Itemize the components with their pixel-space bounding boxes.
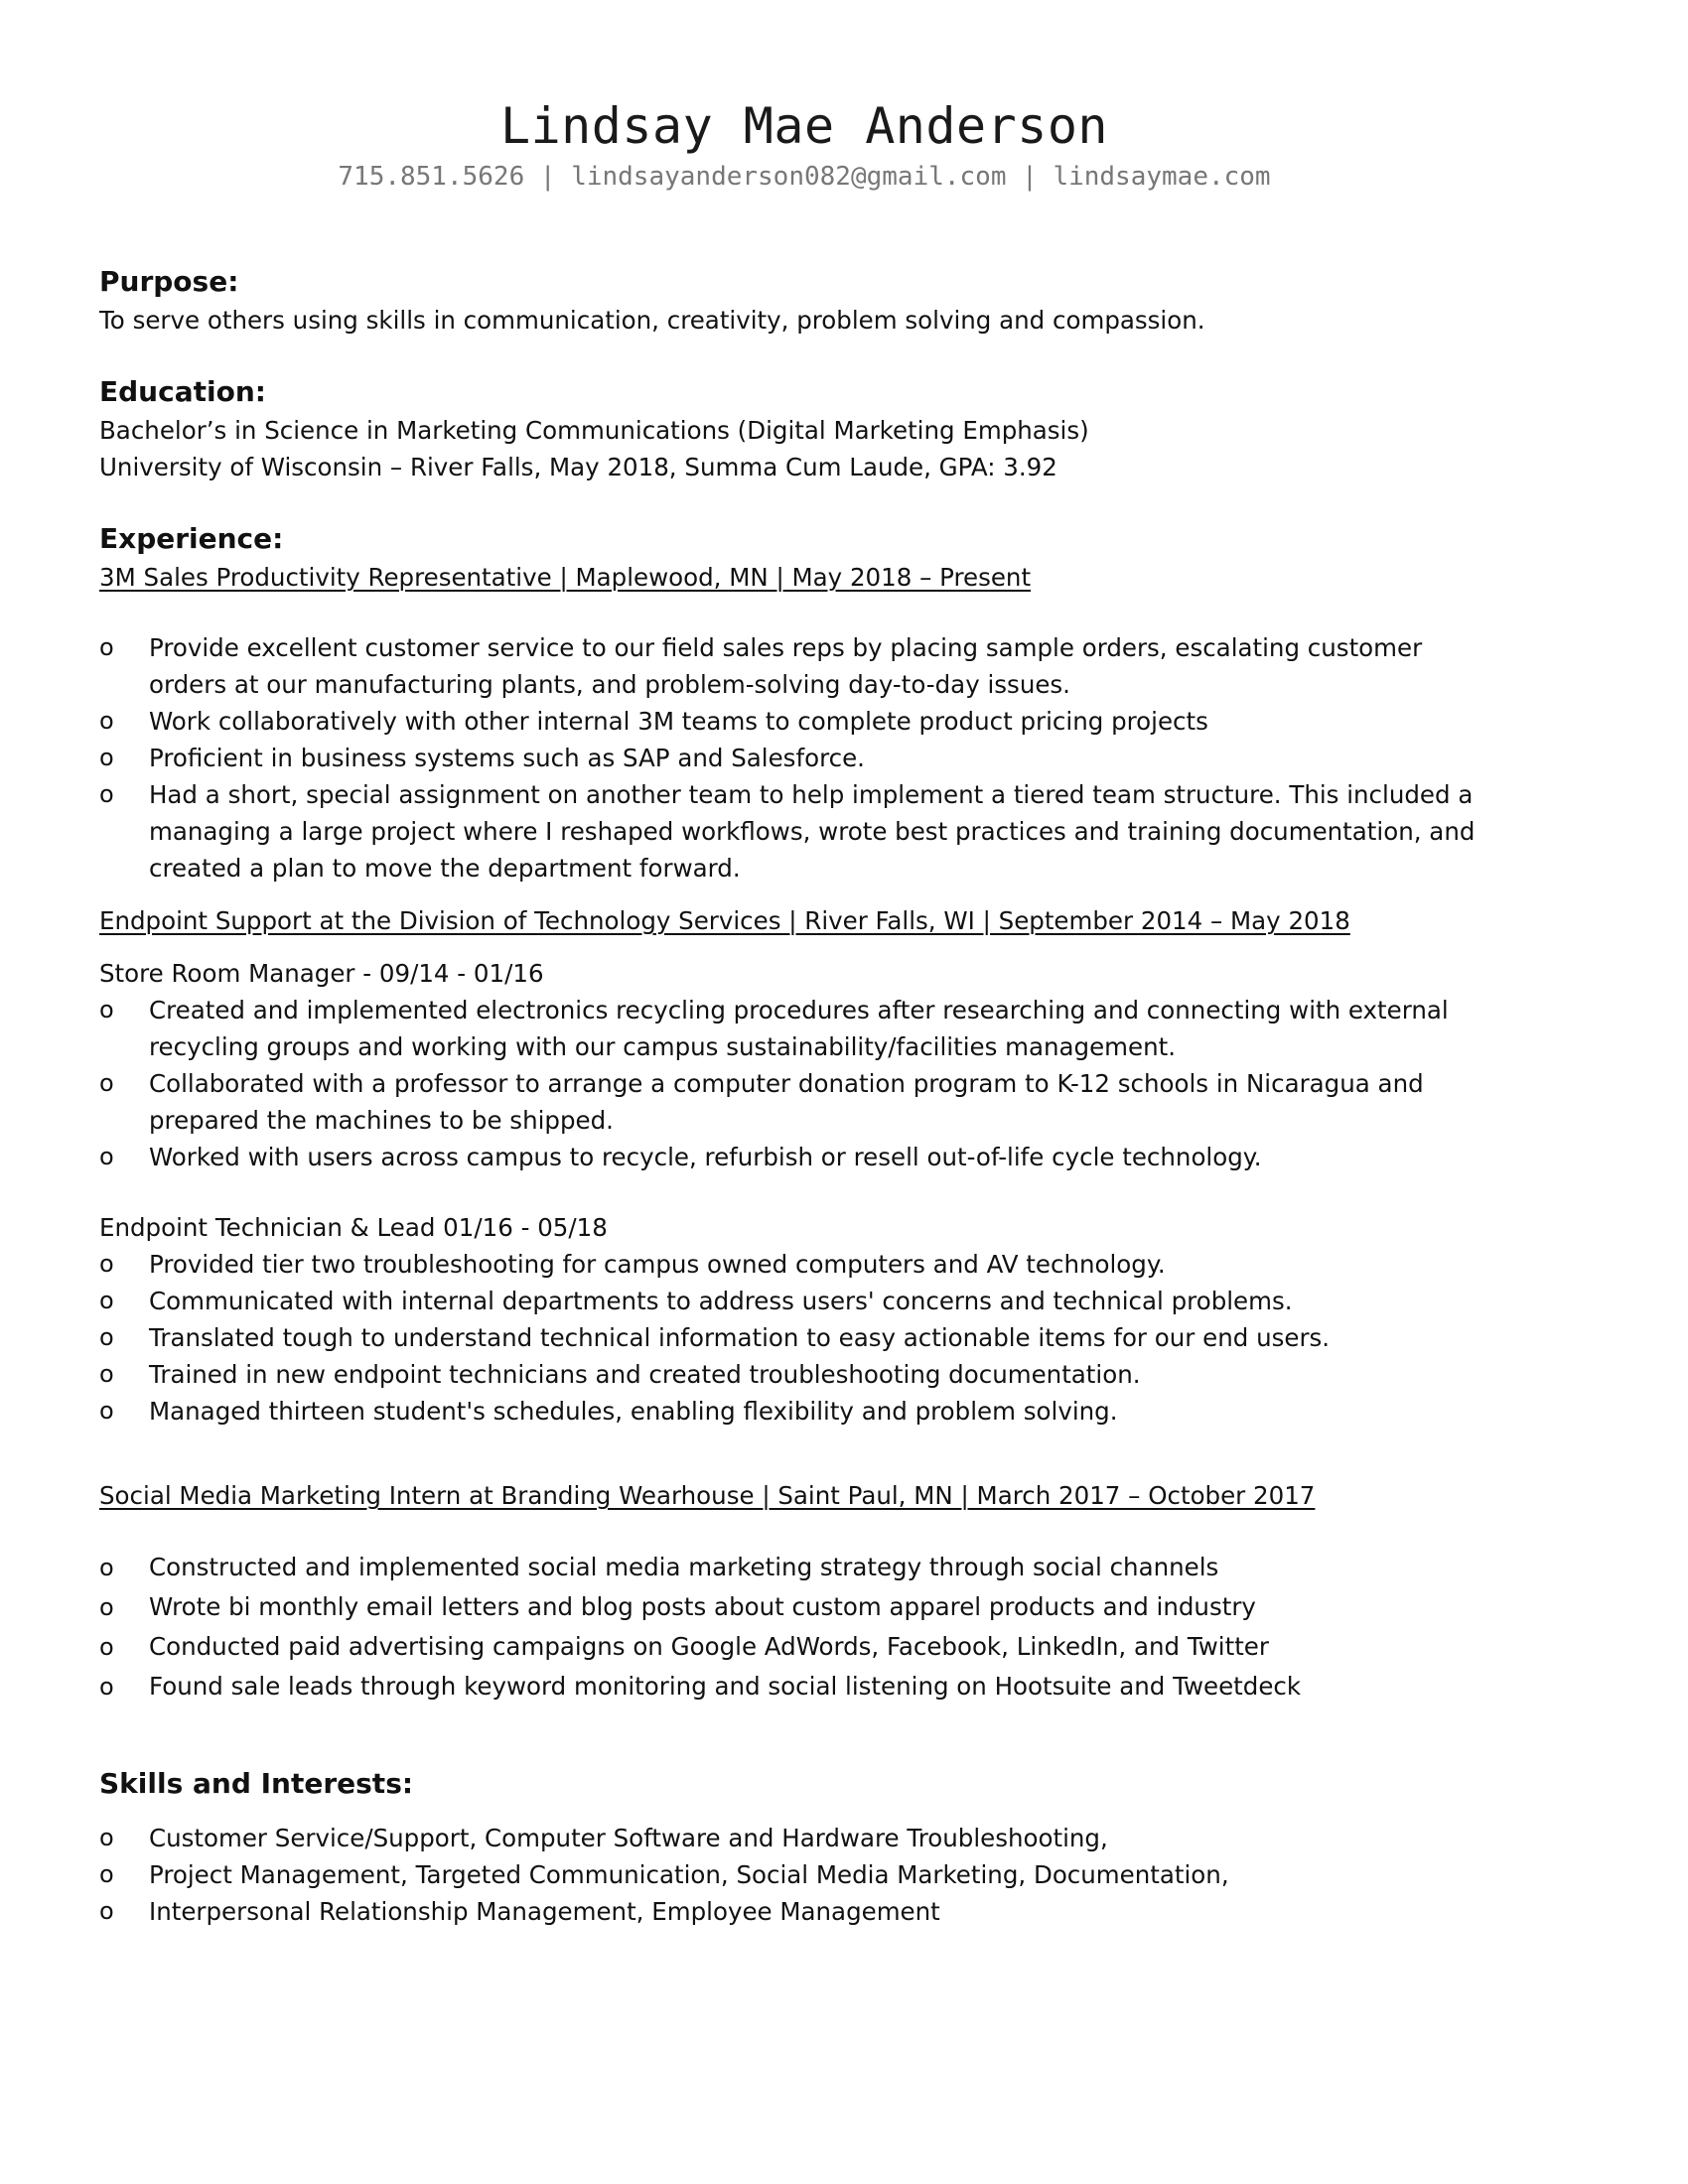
list-item (99, 1627, 1549, 1667)
bullet-text: Constructed and implemented social media marketing strategy through social channels (149, 1553, 1219, 1581)
list-item (99, 776, 1549, 887)
job-social-media-bullets (99, 1548, 1549, 1706)
bullet-text: Trained in new endpoint technicians and created troubleshooting documentation. (149, 1360, 1141, 1389)
bullet-icon: o (99, 1069, 114, 1097)
job-title-3m: 3M Sales Productivity Representative | Maplewood, MN | May 2018 – Present (99, 563, 1032, 592)
bullet-icon: o (99, 1673, 114, 1701)
list-item (99, 1856, 1549, 1893)
experience-heading: Experience: (99, 522, 284, 555)
bullet-text: Found sale leads through keyword monitoring and social listening on Hootsuite and Tweetdeck (149, 1672, 1302, 1701)
bullet-icon: o (99, 780, 114, 808)
contact-line: 715.851.5626 | lindsayanderson082@gmail.com | lindsaymae.com (338, 162, 1271, 192)
bullet-text: recycling groups and working with our campus sustainability/facilities management. (149, 1032, 1177, 1061)
list-item (99, 1820, 1549, 1856)
education-school: University of Wisconsin – River Falls, May 2018, Summa Cum Laude, GPA: 3.92 (99, 453, 1057, 481)
resume-name: Lindsay Mae Anderson (499, 97, 1109, 155)
skills-heading: Skills and Interests: (99, 1767, 414, 1800)
bullet-text: Communicated with internal departments to address users' concerns and technical problems. (149, 1287, 1293, 1315)
bullet-icon: o (99, 1143, 114, 1170)
bullet-icon: o (99, 1860, 114, 1888)
bullet-icon: o (99, 1633, 114, 1661)
list-item (99, 992, 1549, 1065)
role-endpoint-technician-bullets (99, 1246, 1549, 1430)
list-item (99, 703, 1549, 740)
bullet-text: orders at our manufacturing plants, and problem-solving day-to-day issues. (149, 670, 1070, 699)
list-item (99, 1893, 1549, 1930)
bullet-text: Provided tier two troubleshooting for campus owned computers and AV technology. (149, 1250, 1166, 1279)
bullet-text: managing a large project where I reshaped workflows, wrote best practices and training documentation, and (149, 817, 1476, 846)
bullet-icon: o (99, 1554, 114, 1581)
list-item (99, 740, 1549, 776)
bullet-text: prepared the machines to be shipped. (149, 1106, 614, 1135)
education-heading: Education: (99, 375, 266, 408)
bullet-text: Proficient in business systems such as SAP and Salesforce. (149, 744, 865, 772)
bullet-text: Customer Service/Support, Computer Software and Hardware Troubleshooting, (149, 1824, 1108, 1852)
bullet-text: Work collaboratively with other internal 3M teams to complete product pricing projects (149, 707, 1208, 736)
list-item (99, 1356, 1549, 1393)
bullet-text: Interpersonal Relationship Management, Employee Management (149, 1897, 940, 1926)
bullet-icon: o (99, 1250, 114, 1278)
list-item (99, 629, 1549, 703)
purpose-heading: Purpose: (99, 265, 239, 298)
list-item (99, 1065, 1549, 1139)
bullet-text: Provide excellent customer service to our field sales reps by placing sample orders, escalating customer (149, 633, 1423, 662)
bullet-text: Created and implemented electronics recycling procedures after researching and connecting with external (149, 996, 1449, 1024)
bullet-icon: o (99, 1593, 114, 1621)
bullet-icon: o (99, 1824, 114, 1851)
bullet-text: Wrote bi monthly email letters and blog posts about custom apparel products and industry (149, 1592, 1256, 1621)
bullet-text: Project Management, Targeted Communication, Social Media Marketing, Documentation, (149, 1860, 1229, 1889)
list-item (99, 1587, 1549, 1627)
bullet-text: Conducted paid advertising campaigns on Google AdWords, Facebook, LinkedIn, and Twitter (149, 1632, 1269, 1661)
list-item (99, 1548, 1549, 1587)
bullet-icon: o (99, 1397, 114, 1425)
job-title-social-media-intern: Social Media Marketing Intern at Branding Wearhouse | Saint Paul, MN | March 2017 – October 2017 (99, 1481, 1316, 1510)
bullet-icon: o (99, 744, 114, 771)
education-degree: Bachelor’s in Science in Marketing Communications (Digital Marketing Emphasis) (99, 416, 1089, 445)
role-store-room-bullets (99, 992, 1549, 1175)
bullet-icon: o (99, 1897, 114, 1925)
list-item (99, 1246, 1549, 1283)
job-3m-bullets (99, 629, 1549, 887)
bullet-icon: o (99, 1323, 114, 1351)
bullet-icon: o (99, 996, 114, 1024)
bullet-icon: o (99, 1360, 114, 1388)
list-item (99, 1319, 1549, 1356)
list-item (99, 1667, 1549, 1706)
bullet-text: Had a short, special assignment on another team to help implement a tiered team structure. This included a (149, 780, 1474, 809)
bullet-text: Collaborated with a professor to arrange a computer donation program to K-12 schools in Nicaragua and (149, 1069, 1424, 1098)
job-title-endpoint-support: Endpoint Support at the Division of Technology Services | River Falls, WI | September 2014 – May 2018 (99, 906, 1350, 935)
list-item (99, 1393, 1549, 1430)
bullet-icon: o (99, 1287, 114, 1314)
list-item (99, 1139, 1549, 1175)
bullet-text: Translated tough to understand technical information to easy actionable items for our end users. (149, 1323, 1331, 1352)
bullet-text: created a plan to move the department forward. (149, 854, 741, 883)
role-title-endpoint-technician: Endpoint Technician & Lead 01/16 - 05/18 (99, 1213, 608, 1242)
resume-body (99, 262, 1549, 1930)
skills-bullets (99, 1820, 1549, 1930)
bullet-icon: o (99, 707, 114, 735)
role-title-store-room: Store Room Manager - 09/14 - 01/16 (99, 959, 544, 988)
bullet-text: Worked with users across campus to recycle, refurbish or resell out-of-life cycle technology. (149, 1143, 1262, 1171)
list-item (99, 1283, 1549, 1319)
purpose-text: To serve others using skills in communication, creativity, problem solving and compassion. (99, 306, 1205, 335)
bullet-text: Managed thirteen student's schedules, enabling flexibility and problem solving. (149, 1397, 1118, 1426)
bullet-icon: o (99, 633, 114, 661)
